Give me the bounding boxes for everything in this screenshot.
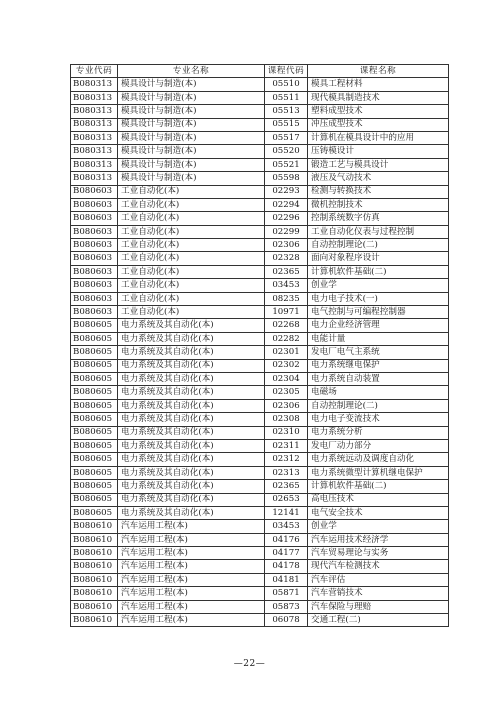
cell-course-name: 高电压技术 [308, 493, 449, 506]
cell-major-name: 电力系统及其自动化(本) [118, 413, 265, 426]
cell-course-code: 02311 [265, 439, 308, 452]
cell-course-name: 塑料成型技术 [308, 105, 449, 118]
cell-course-code: 08235 [265, 292, 308, 305]
cell-major-name: 电力系统及其自动化(本) [118, 332, 265, 345]
cell-course-name: 电能计量 [308, 332, 449, 345]
cell-course-code: 02293 [265, 185, 308, 198]
cell-course-name: 压铸模设计 [308, 145, 449, 158]
cell-major-name: 汽车运用工程(本) [118, 573, 265, 586]
table-row [71, 172, 449, 185]
cell-course-code: 05871 [265, 587, 308, 600]
cell-course-code: 05873 [265, 600, 308, 613]
cell-course-name: 控制系统数字仿真 [308, 212, 449, 225]
table-row [71, 506, 449, 519]
cell-course-code: 05515 [265, 118, 308, 131]
table-row [71, 466, 449, 479]
table-row [71, 91, 449, 104]
cell-major-code: B080603 [71, 225, 118, 238]
cell-course-name: 模具工程材料 [308, 78, 449, 91]
cell-course-name: 工业自动化仪表与过程控制 [308, 225, 449, 238]
cell-major-name: 电力系统及其自动化(本) [118, 346, 265, 359]
cell-course-name: 发电厂电气主系统 [308, 346, 449, 359]
cell-major-name: 电力系统及其自动化(本) [118, 493, 265, 506]
cell-major-code: B080610 [71, 573, 118, 586]
cell-course-name: 创业学 [308, 520, 449, 533]
cell-course-code: 04178 [265, 560, 308, 573]
cell-course-code: 05517 [265, 131, 308, 144]
header-course-name: 课程名称 [308, 65, 449, 78]
cell-major-name: 工业自动化(本) [118, 225, 265, 238]
cell-major-code: B080313 [71, 131, 118, 144]
cell-major-name: 汽车运用工程(本) [118, 533, 265, 546]
cell-course-code: 02268 [265, 319, 308, 332]
table-row [71, 346, 449, 359]
cell-major-code: B080610 [71, 520, 118, 533]
cell-major-name: 汽车运用工程(本) [118, 587, 265, 600]
cell-major-name: 模具设计与制造(本) [118, 118, 265, 131]
cell-major-code: B080603 [71, 292, 118, 305]
cell-major-code: B080605 [71, 359, 118, 372]
cell-course-code: 02313 [265, 466, 308, 479]
cell-major-name: 工业自动化(本) [118, 306, 265, 319]
course-table [70, 64, 449, 627]
cell-course-code: 05520 [265, 145, 308, 158]
cell-major-name: 工业自动化(本) [118, 212, 265, 225]
table-row [71, 78, 449, 91]
cell-major-code: B080313 [71, 105, 118, 118]
cell-major-code: B080605 [71, 466, 118, 479]
cell-major-name: 电力系统及其自动化(本) [118, 426, 265, 439]
cell-major-code: B080610 [71, 533, 118, 546]
cell-major-code: B080605 [71, 372, 118, 385]
cell-course-name: 自动控制理论(二) [308, 239, 449, 252]
cell-course-code: 05521 [265, 158, 308, 171]
cell-major-code: B080313 [71, 172, 118, 185]
cell-course-name: 交通工程(二) [308, 614, 449, 627]
table-row [71, 145, 449, 158]
table-row [71, 158, 449, 171]
cell-major-name: 工业自动化(本) [118, 252, 265, 265]
cell-major-name: 电力系统及其自动化(本) [118, 466, 265, 479]
cell-course-code: 02294 [265, 198, 308, 211]
cell-course-name: 电磁场 [308, 386, 449, 399]
cell-major-code: B080603 [71, 239, 118, 252]
cell-major-code: B080313 [71, 78, 118, 91]
table-row [71, 212, 449, 225]
cell-major-name: 电力系统及其自动化(本) [118, 506, 265, 519]
cell-course-name: 电气安全技术 [308, 506, 449, 519]
cell-major-name: 工业自动化(本) [118, 198, 265, 211]
cell-course-name: 发电厂动力部分 [308, 439, 449, 452]
cell-major-code: B080603 [71, 279, 118, 292]
cell-major-code: B080610 [71, 547, 118, 560]
cell-major-code: B080610 [71, 560, 118, 573]
cell-course-code: 04176 [265, 533, 308, 546]
table-row [71, 198, 449, 211]
cell-major-code: B080605 [71, 506, 118, 519]
cell-course-name: 检测与转换技术 [308, 185, 449, 198]
table-row [71, 560, 449, 573]
cell-major-code: B080313 [71, 158, 118, 171]
table-row [71, 614, 449, 627]
cell-major-code: B080605 [71, 453, 118, 466]
cell-course-code: 02304 [265, 372, 308, 385]
cell-major-name: 模具设计与制造(本) [118, 91, 265, 104]
cell-course-name: 锻造工艺与模具设计 [308, 158, 449, 171]
cell-course-code: 02306 [265, 399, 308, 412]
cell-major-code: B080605 [71, 480, 118, 493]
table-row [71, 332, 449, 345]
table-row [71, 493, 449, 506]
cell-major-name: 电力系统及其自动化(本) [118, 439, 265, 452]
cell-course-code: 05598 [265, 172, 308, 185]
cell-course-code: 02653 [265, 493, 308, 506]
cell-major-code: B080313 [71, 118, 118, 131]
cell-major-name: 工业自动化(本) [118, 292, 265, 305]
cell-major-name: 汽车运用工程(本) [118, 600, 265, 613]
cell-major-name: 电力系统及其自动化(本) [118, 453, 265, 466]
table-body [71, 78, 449, 627]
table-row [71, 399, 449, 412]
cell-major-code: B080605 [71, 346, 118, 359]
table-row [71, 439, 449, 452]
table-row [71, 252, 449, 265]
cell-course-name: 计算机软件基础(二) [308, 480, 449, 493]
cell-course-code: 02365 [265, 480, 308, 493]
cell-major-code: B080605 [71, 332, 118, 345]
cell-course-name: 计算机软件基础(二) [308, 265, 449, 278]
cell-course-name: 电力企业经济管理 [308, 319, 449, 332]
table-row [71, 185, 449, 198]
cell-major-code: B080603 [71, 306, 118, 319]
cell-major-name: 电力系统及其自动化(本) [118, 359, 265, 372]
cell-course-code: 05510 [265, 78, 308, 91]
table-row [71, 480, 449, 493]
cell-course-name: 电力系统远动及调度自动化 [308, 453, 449, 466]
cell-course-name: 电力系统继电保护 [308, 359, 449, 372]
cell-course-code: 02282 [265, 332, 308, 345]
cell-major-code: B080605 [71, 493, 118, 506]
table-row [71, 105, 449, 118]
cell-course-name: 面向对象程序设计 [308, 252, 449, 265]
page-number: —22— [233, 659, 266, 669]
cell-major-name: 模具设计与制造(本) [118, 105, 265, 118]
cell-major-code: B080605 [71, 319, 118, 332]
cell-major-code: B080605 [71, 426, 118, 439]
table-row [71, 319, 449, 332]
cell-major-code: B080603 [71, 212, 118, 225]
cell-course-code: 02310 [265, 426, 308, 439]
cell-course-name: 电力系统分析 [308, 426, 449, 439]
cell-course-code: 06078 [265, 614, 308, 627]
cell-major-name: 电力系统及其自动化(本) [118, 372, 265, 385]
cell-course-name: 现代模具制造技术 [308, 91, 449, 104]
cell-course-name: 电力电子技术(一) [308, 292, 449, 305]
table-row [71, 225, 449, 238]
cell-course-code: 02299 [265, 225, 308, 238]
table-row [71, 547, 449, 560]
cell-course-code: 03453 [265, 520, 308, 533]
cell-major-name: 工业自动化(本) [118, 239, 265, 252]
cell-course-name: 液压及气动技术 [308, 172, 449, 185]
table-row [71, 239, 449, 252]
cell-major-code: B080605 [71, 399, 118, 412]
cell-major-code: B080605 [71, 413, 118, 426]
table-row [71, 426, 449, 439]
table-row [71, 587, 449, 600]
cell-major-code: B080313 [71, 145, 118, 158]
cell-course-name: 电力系统自动装置 [308, 372, 449, 385]
cell-course-code: 05511 [265, 91, 308, 104]
table-row [71, 413, 449, 426]
table-row [71, 292, 449, 305]
cell-course-code: 02296 [265, 212, 308, 225]
cell-course-name: 电力系统微型计算机继电保护 [308, 466, 449, 479]
cell-major-code: B080603 [71, 185, 118, 198]
cell-course-name: 汽车贸易理论与实务 [308, 547, 449, 560]
cell-course-code: 02305 [265, 386, 308, 399]
cell-course-name: 汽车评估 [308, 573, 449, 586]
cell-course-name: 微机控制技术 [308, 198, 449, 211]
table-row [71, 386, 449, 399]
cell-major-name: 模具设计与制造(本) [118, 145, 265, 158]
cell-major-code: B080605 [71, 439, 118, 452]
cell-course-code: 02365 [265, 265, 308, 278]
table-row [71, 359, 449, 372]
table-row [71, 265, 449, 278]
cell-course-code: 03453 [265, 279, 308, 292]
cell-course-code: 02306 [265, 239, 308, 252]
table-row [71, 306, 449, 319]
cell-major-code: B080313 [71, 91, 118, 104]
cell-major-name: 工业自动化(本) [118, 185, 265, 198]
cell-course-code: 05513 [265, 105, 308, 118]
cell-course-name: 现代汽车检测技术 [308, 560, 449, 573]
header-row [71, 65, 449, 78]
cell-major-code: B080603 [71, 198, 118, 211]
cell-major-name: 工业自动化(本) [118, 279, 265, 292]
table-row [71, 131, 449, 144]
cell-major-name: 电力系统及其自动化(本) [118, 480, 265, 493]
cell-major-name: 电力系统及其自动化(本) [118, 386, 265, 399]
cell-major-code: B080610 [71, 587, 118, 600]
cell-course-code: 02301 [265, 346, 308, 359]
table-row [71, 533, 449, 546]
cell-major-name: 模具设计与制造(本) [118, 78, 265, 91]
cell-course-code: 04181 [265, 573, 308, 586]
cell-major-code: B080610 [71, 600, 118, 613]
cell-major-name: 电力系统及其自动化(本) [118, 399, 265, 412]
cell-course-name: 自动控制理论(二) [308, 399, 449, 412]
cell-course-code: 04177 [265, 547, 308, 560]
cell-course-code: 02328 [265, 252, 308, 265]
cell-course-name: 汽车营销技术 [308, 587, 449, 600]
cell-major-code: B080603 [71, 265, 118, 278]
cell-major-name: 汽车运用工程(本) [118, 614, 265, 627]
table-row [71, 118, 449, 131]
table-row [71, 372, 449, 385]
cell-course-name: 计算机在模具设计中的应用 [308, 131, 449, 144]
cell-major-code: B080603 [71, 252, 118, 265]
header-course-code: 课程代码 [265, 65, 308, 78]
cell-course-name: 电力电子变流技术 [308, 413, 449, 426]
cell-major-name: 模具设计与制造(本) [118, 158, 265, 171]
cell-major-name: 电力系统及其自动化(本) [118, 319, 265, 332]
header-major-code: 专业代码 [71, 65, 118, 78]
cell-course-code: 12141 [265, 506, 308, 519]
cell-course-name: 冲压成型技术 [308, 118, 449, 131]
cell-major-name: 汽车运用工程(本) [118, 547, 265, 560]
cell-major-name: 模具设计与制造(本) [118, 131, 265, 144]
cell-course-name: 创业学 [308, 279, 449, 292]
cell-major-name: 工业自动化(本) [118, 265, 265, 278]
cell-course-code: 10971 [265, 306, 308, 319]
cell-major-code: B080605 [71, 386, 118, 399]
cell-course-code: 02312 [265, 453, 308, 466]
table-row [71, 520, 449, 533]
header-major-name: 专业名称 [118, 65, 265, 78]
cell-major-code: B080610 [71, 614, 118, 627]
cell-course-name: 汽车运用技术经济学 [308, 533, 449, 546]
cell-course-name: 汽车保险与理赔 [308, 600, 449, 613]
cell-major-name: 汽车运用工程(本) [118, 520, 265, 533]
table-row [71, 600, 449, 613]
cell-course-name: 电气控制与可编程控制器 [308, 306, 449, 319]
cell-course-code: 02302 [265, 359, 308, 372]
cell-course-code: 02308 [265, 413, 308, 426]
table-row [71, 279, 449, 292]
cell-major-name: 模具设计与制造(本) [118, 172, 265, 185]
table-row [71, 573, 449, 586]
table-row [71, 453, 449, 466]
cell-major-name: 汽车运用工程(本) [118, 560, 265, 573]
